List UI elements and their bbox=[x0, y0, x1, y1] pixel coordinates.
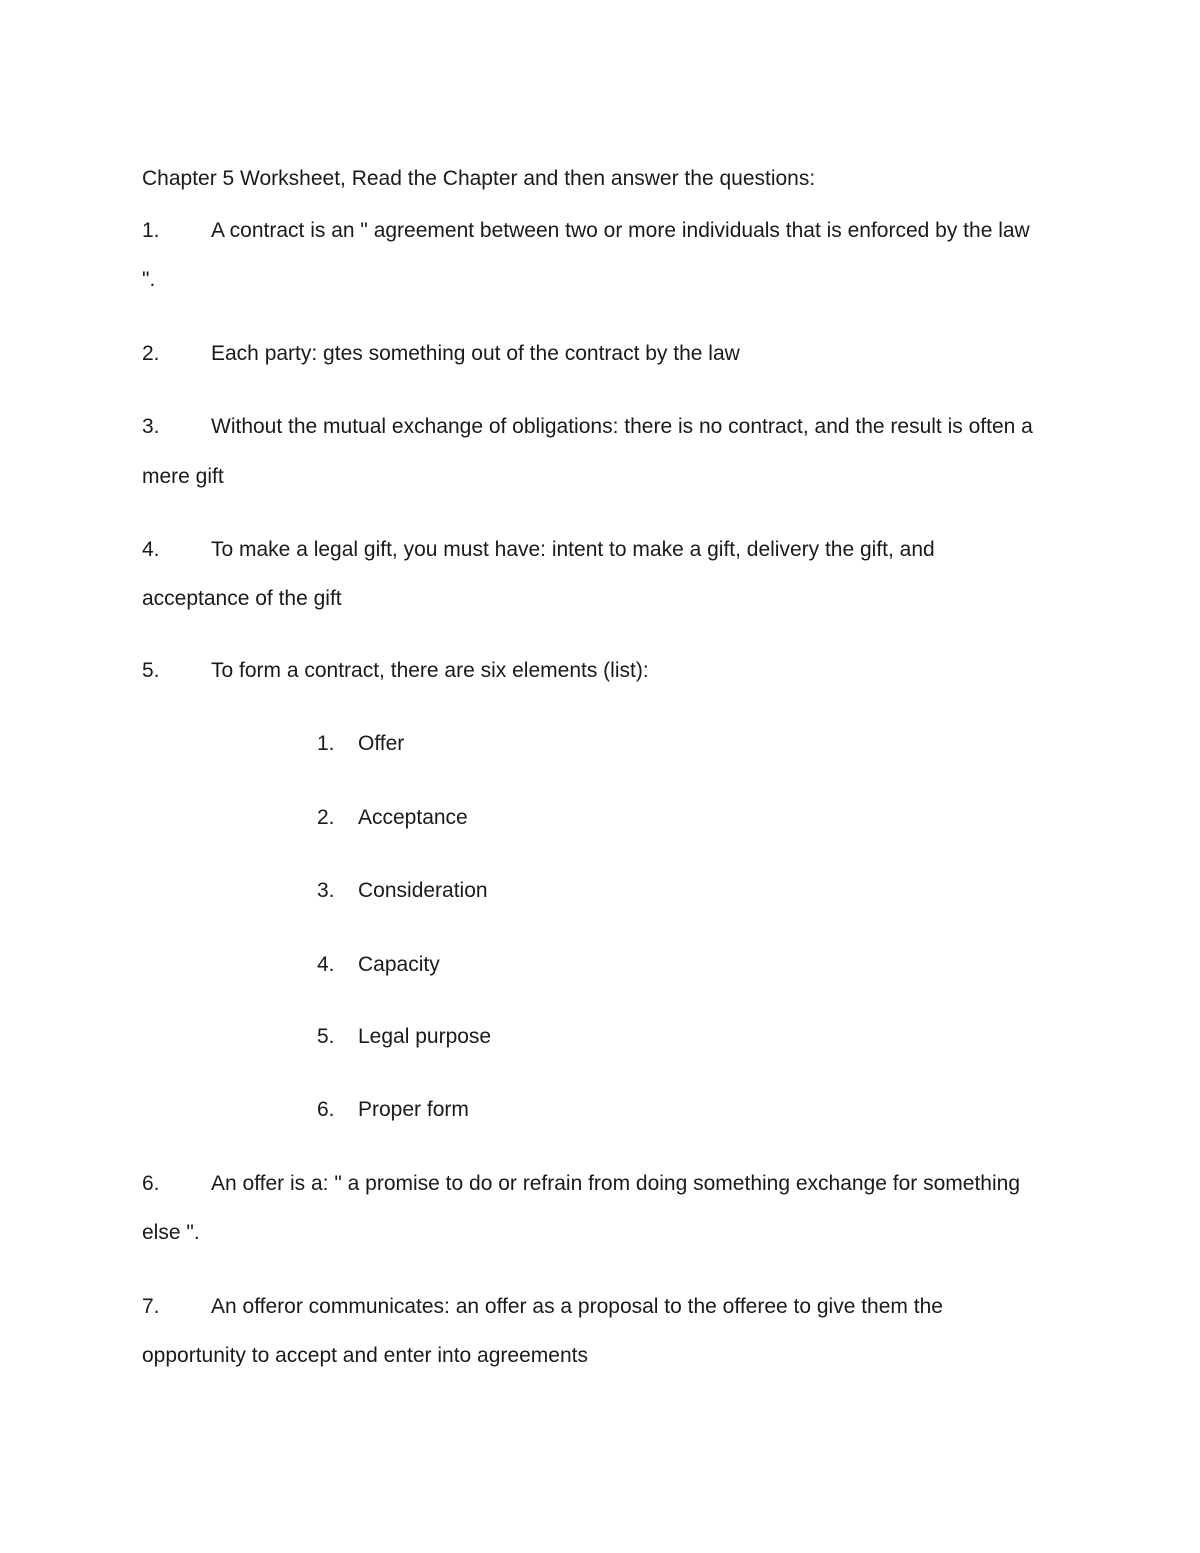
list-item-text: Proper form bbox=[358, 1098, 469, 1121]
question-text-continued: acceptance of the gift bbox=[142, 587, 342, 610]
question-number: 1. bbox=[142, 219, 160, 242]
question-text: Without the mutual exchange of obligations: there is no contract, and the result is often a bbox=[211, 415, 1033, 438]
list-item-number: 5. bbox=[317, 1025, 335, 1048]
question-text-continued: mere gift bbox=[142, 465, 224, 488]
question-text: To form a contract, there are six elements (list): bbox=[211, 659, 649, 682]
worksheet-heading: Chapter 5 Worksheet, Read the Chapter and then answer the questions: bbox=[142, 167, 816, 190]
question-text: An offeror communicates: an offer as a proposal to the offeree to give them the bbox=[211, 1295, 943, 1318]
question-number: 7. bbox=[142, 1295, 160, 1318]
question-text-continued: else ". bbox=[142, 1221, 200, 1244]
list-item-text: Capacity bbox=[358, 953, 440, 976]
list-item-text: Acceptance bbox=[358, 806, 468, 829]
list-item-number: 6. bbox=[317, 1098, 335, 1121]
question-text-continued: opportunity to accept and enter into agreements bbox=[142, 1344, 588, 1367]
question-number: 6. bbox=[142, 1172, 160, 1195]
question-text: Each party: gtes something out of the contract by the law bbox=[211, 342, 740, 365]
question-number: 4. bbox=[142, 538, 160, 561]
question-text: To make a legal gift, you must have: intent to make a gift, delivery the gift, and bbox=[211, 538, 935, 561]
list-item-text: Consideration bbox=[358, 879, 488, 902]
question-text: A contract is an " agreement between two or more individuals that is enforced by the law bbox=[211, 219, 1030, 242]
list-item-text: Legal purpose bbox=[358, 1025, 492, 1048]
question-text: An offer is a: " a promise to do or refrain from doing something exchange for something bbox=[211, 1172, 1020, 1195]
question-text-continued: ". bbox=[142, 268, 156, 291]
list-item-number: 2. bbox=[317, 806, 335, 829]
list-item-number: 1. bbox=[317, 732, 335, 755]
list-item-number: 3. bbox=[317, 879, 335, 902]
list-item-text: Offer bbox=[358, 732, 405, 755]
question-number: 3. bbox=[142, 415, 160, 438]
list-item-number: 4. bbox=[317, 953, 335, 976]
question-number: 2. bbox=[142, 342, 160, 365]
question-number: 5. bbox=[142, 659, 160, 682]
